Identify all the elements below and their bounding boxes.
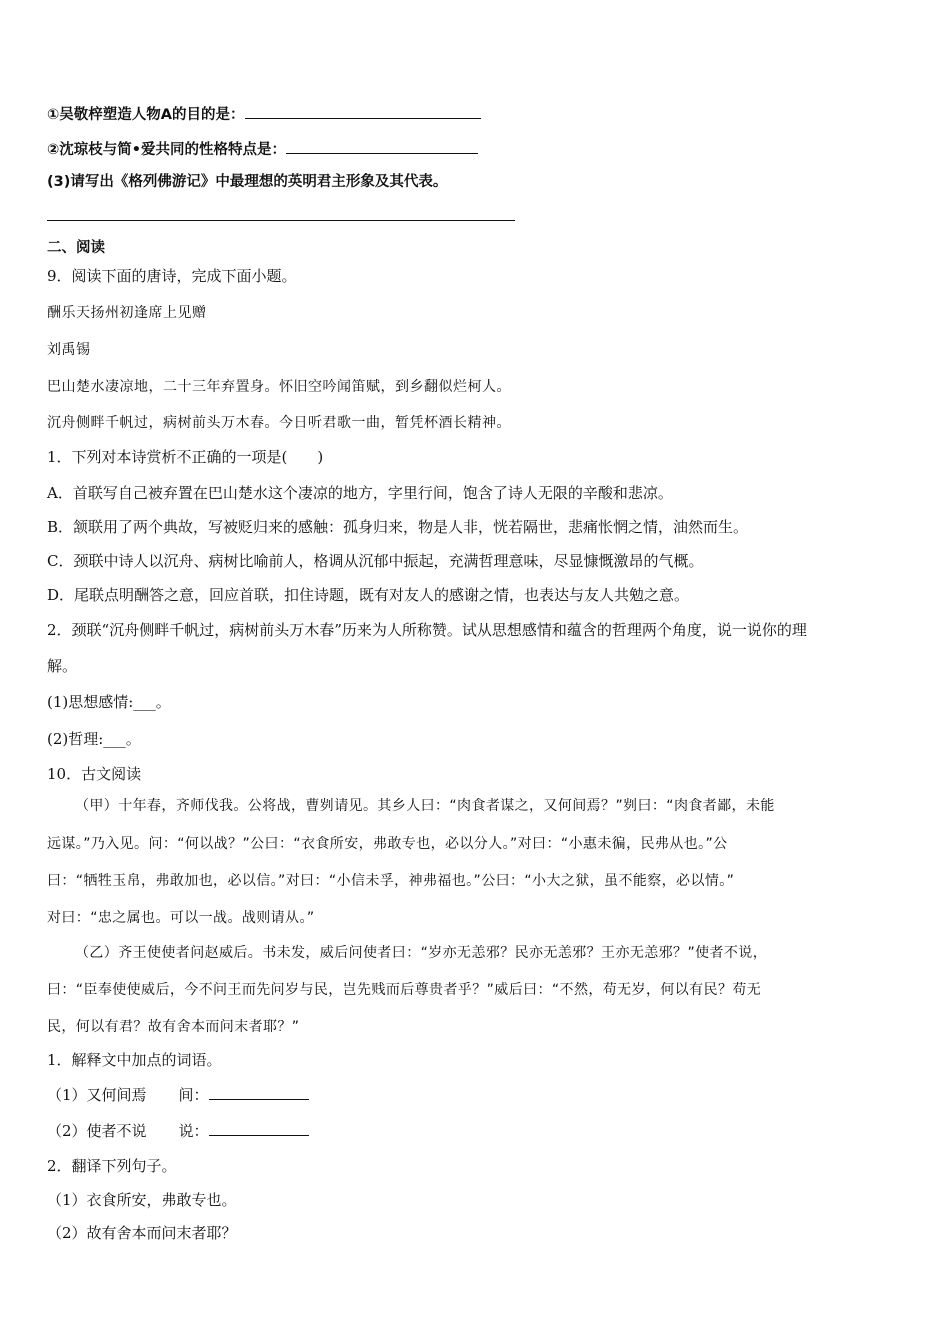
poem-title: 酬乐天扬州初逢席上见赠 — [47, 305, 207, 321]
vocab-word: 间： — [178, 1086, 209, 1104]
question-title: 9．阅读下面的唐诗，完成下面小题。 — [47, 267, 297, 285]
option-d[interactable]: D．尾联点明酬答之意，回应首联，扣住诗题，既有对友人的感谢之情，也表达与友人共勉之意。 — [47, 586, 690, 604]
translate-item: （2）故有舍本而问末者耶？ — [47, 1224, 237, 1242]
question-text: ②沈琼枝与简•爱共同的性格特点是： — [47, 142, 287, 158]
vocab-word: 说： — [178, 1122, 209, 1140]
option-b[interactable]: B．颔联用了两个典故，写被贬归来的感触：孤身归来，物是人非，恍若隔世，悲痛怅惘之情，油然而生。 — [47, 518, 749, 536]
section-heading: 二、阅读 — [47, 240, 105, 256]
option-c[interactable]: C．颈联中诗人以沉舟、病树比喻前人，格调从沉郁中振起，充满哲理意味，尽显慷慨激昂的气概。 — [47, 552, 704, 570]
passage-line: （乙）齐王使使者问赵威后。书未发，威后问使者曰：“岁亦无恙邪？民亦无恙邪？王亦无恙邪？”使者不说， — [75, 945, 768, 961]
sub-question: 2．颈联“沉舟侧畔千帆过，病树前头万木春”历来为人所称赞。试从思想感情和蕴含的哲理两个角度，说一说你的理 — [47, 621, 807, 639]
passage-line: （甲）十年春，齐师伐我。公将战，曹刿请见。其乡人曰：“肉食者谋之，又何间焉？”刿曰：“肉食者鄙，未能 — [75, 798, 775, 814]
vocab-item — [47, 1084, 906, 1105]
sub-question: 1．下列对本诗赏析不正确的一项是( ) — [47, 448, 324, 466]
poem-line: 沉舟侧畔千帆过，病树前头万木春。今日听君歌一曲，暂凭杯酒长精神。 — [47, 415, 511, 431]
translate-item: （1）衣食所安，弗敢专也。 — [47, 1191, 237, 1209]
question-line — [47, 103, 906, 125]
question-text: ①吴敬梓塑造人物A的目的是： — [47, 107, 245, 123]
poem-author: 刘禹锡 — [47, 342, 91, 358]
passage-line: 远谋。”乃入见。问：“何以战？”公曰：“衣食所安，弗敢专也，必以分人。”对曰：“小惠未徧，民弗从也。”公 — [47, 836, 728, 852]
sub-question-cont: 解。 — [47, 657, 78, 675]
answer-blank[interactable] — [286, 138, 478, 154]
question-line: (3)请写出《格列佛游记》中最理想的英明君主形象及其代表。 — [47, 174, 448, 190]
question-line — [47, 138, 906, 160]
passage-line: 民，何以有君？故有舍本而问末者耶？” — [47, 1019, 300, 1035]
vocab-item — [47, 1120, 906, 1141]
answer-blank[interactable] — [209, 1084, 309, 1100]
answer-line[interactable] — [47, 220, 515, 221]
passage-line: 对曰：“忠之属也。可以一战。战则请从。” — [47, 910, 315, 926]
answer-blank[interactable] — [209, 1120, 309, 1136]
passage-line: 曰：“臣奉使使威后，今不问王而先问岁与民，岂先贱而后尊贵者乎？”威后曰：“不然，苟无岁，何以有民？苟无 — [47, 982, 762, 998]
vocab-phrase: （2）使者不说 — [47, 1122, 147, 1140]
sub-question: 1．解释文中加点的词语。 — [47, 1051, 222, 1069]
poem-line: 巴山楚水凄凉地，二十三年弃置身。怀旧空吟闻笛赋，到乡翻似烂柯人。 — [47, 379, 511, 395]
answer-prompt[interactable]: (1)思想感情:___。 — [47, 693, 171, 711]
question-title: 10．古文阅读 — [47, 765, 142, 783]
answer-blank[interactable] — [245, 103, 481, 119]
option-a[interactable]: A．首联写自己被弃置在巴山楚水这个凄凉的地方，字里行间，饱含了诗人无限的辛酸和悲凉。 — [47, 484, 673, 502]
sub-question: 2．翻译下列句子。 — [47, 1157, 177, 1175]
answer-prompt[interactable]: (2)哲理:___。 — [47, 730, 141, 748]
passage-line: 曰：“牺牲玉帛，弗敢加也，必以信。”对曰：“小信未孚，神弗福也。”公曰：“小大之狱，虽不能察，必以情。” — [47, 873, 735, 889]
vocab-phrase: （1）又何间焉 — [47, 1086, 147, 1104]
